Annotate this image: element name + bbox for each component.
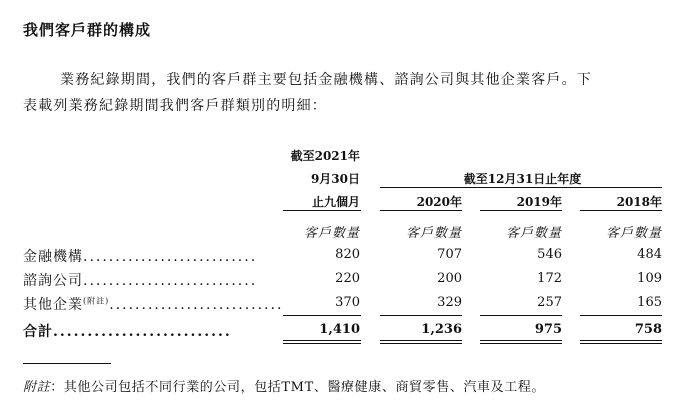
footnote <box>23 376 545 395</box>
row-label-financial-institutions: 金融機構........................... <box>23 249 258 265</box>
unit-label-2021: 客戶數量 <box>303 226 360 241</box>
total-double-line-2019-a <box>480 340 562 341</box>
subtotal-line-2020 <box>380 315 462 316</box>
note-marker: (附註) <box>83 296 110 306</box>
total-double-line-2021-a <box>283 340 361 341</box>
period-header-line-1: 截至2021年 <box>290 149 360 163</box>
unit-label-2020: 客戶數量 <box>405 226 462 241</box>
row-label-total: 合計.......................... <box>23 324 232 340</box>
cell-total-2019: 975 <box>534 322 562 337</box>
period-header-underline <box>283 210 361 211</box>
year-group-underline <box>380 187 662 188</box>
year-2018-underline <box>580 210 662 211</box>
cell-consulting-2020: 200 <box>437 271 462 286</box>
cell-financial-2019: 546 <box>537 247 562 262</box>
footnote-separator <box>23 363 111 364</box>
year-header-2020: 2020年 <box>416 195 462 209</box>
row-label-consulting-firms: 諮詢公司........................... <box>23 273 258 289</box>
total-double-line-2018-b <box>580 343 662 344</box>
cell-total-2021: 1,410 <box>319 322 360 337</box>
cell-consulting-2019: 172 <box>537 271 562 286</box>
year-header-2019: 2019年 <box>516 195 562 209</box>
cell-total-2018: 758 <box>634 322 662 337</box>
intro-paragraph-line-2: 表載列業務紀錄期間我們客戶群類別的明細： <box>23 98 327 114</box>
cell-financial-2021: 820 <box>335 247 360 262</box>
cell-consulting-2021: 220 <box>335 271 360 286</box>
cell-total-2020: 1,236 <box>421 322 462 337</box>
total-double-line-2021-b <box>283 343 361 344</box>
total-double-line-2020-b <box>380 343 462 344</box>
footnote-label: 附註 <box>23 380 51 395</box>
period-header-line-3: 止九個月 <box>311 195 360 209</box>
subtotal-line-2019 <box>480 315 562 316</box>
cell-other-2018: 165 <box>637 295 662 310</box>
cell-other-2021: 370 <box>335 295 360 310</box>
section-heading: 我們客戶群的構成 <box>23 21 152 39</box>
total-double-line-2018-a <box>580 340 662 341</box>
unit-label-2018: 客戶數量 <box>605 226 662 241</box>
year-group-header: 截至12月31日止年度 <box>463 172 582 186</box>
year-2020-underline <box>380 210 462 211</box>
cell-other-2019: 257 <box>537 295 562 310</box>
period-header-line-2: 9月30日 <box>310 172 360 186</box>
subtotal-line-2018 <box>580 315 662 316</box>
subtotal-line-2021 <box>283 315 361 316</box>
row-label-other-enterprises: 其他企業$^{(附註)}$........................... <box>23 296 284 313</box>
cell-other-2020: 329 <box>437 295 462 310</box>
year-2019-underline <box>480 210 562 211</box>
year-header-2018: 2018年 <box>616 195 662 209</box>
total-double-line-2020-a <box>380 340 462 341</box>
intro-paragraph-line-1: 業務紀錄期間，我們的客戶群主要包括金融機構、諮詢公司與其他企業客戶。下 <box>60 72 592 88</box>
unit-label-2019: 客戶數量 <box>505 226 562 241</box>
total-double-line-2019-b <box>480 343 562 344</box>
cell-consulting-2018: 109 <box>637 271 662 286</box>
cell-financial-2020: 707 <box>437 247 462 262</box>
footnote-text: ：其他公司包括不同行業的公司，包括TMT、醫療健康、商貿零售、汽車及工程。 <box>50 380 546 395</box>
cell-financial-2018: 484 <box>637 247 662 262</box>
